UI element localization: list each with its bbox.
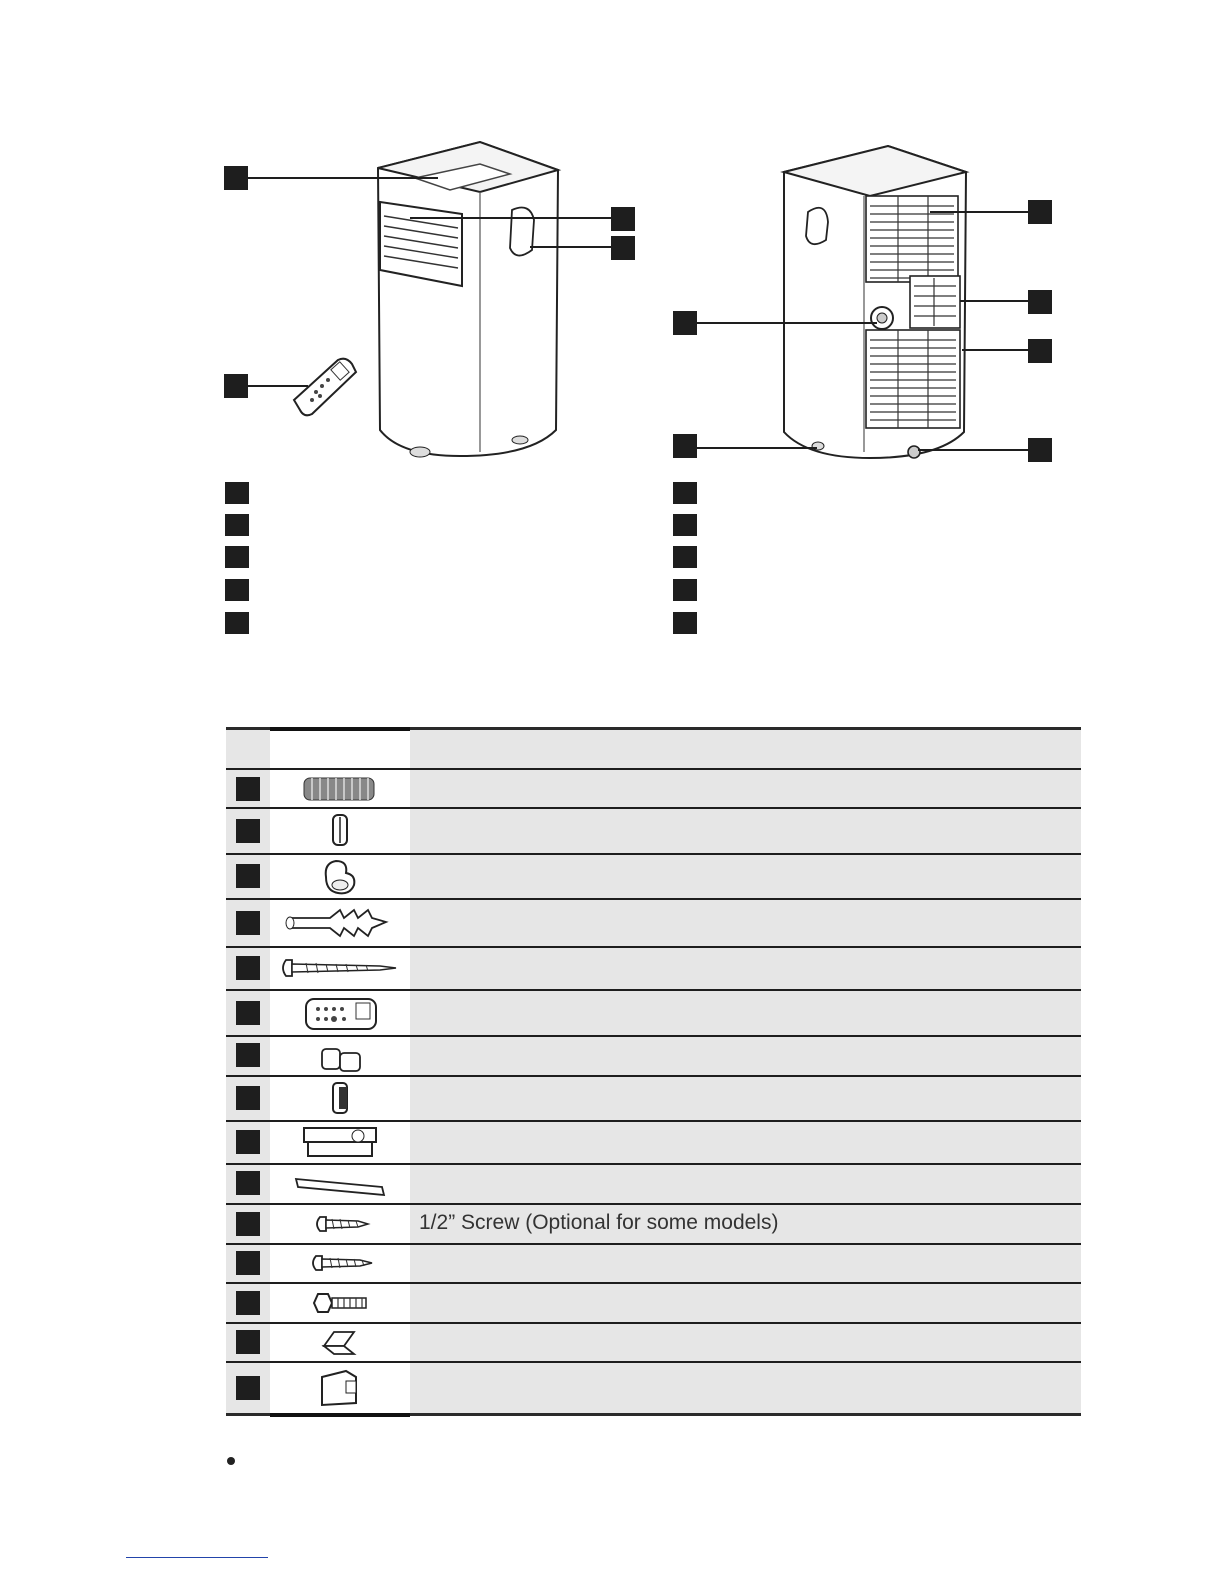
- window-adapter-icon: [270, 855, 410, 898]
- callout-leader: [410, 217, 611, 219]
- row-marker: [236, 956, 260, 980]
- callout-leader: [918, 449, 1028, 451]
- row-marker: [236, 1251, 260, 1275]
- legend-marker: [673, 482, 697, 504]
- long-screw-icon: [270, 948, 410, 989]
- callout-marker: [224, 374, 248, 398]
- callout-marker: [673, 311, 697, 335]
- row-marker: [236, 1212, 260, 1236]
- hose-adapter-icon: [270, 809, 410, 853]
- row-marker: [236, 1330, 260, 1354]
- legend-marker: [673, 579, 697, 601]
- foam-seal-icon: [270, 1165, 410, 1203]
- callout-marker: [1028, 339, 1052, 363]
- row-marker: [236, 1376, 260, 1400]
- row-marker: [236, 1130, 260, 1154]
- legend-marker: [225, 612, 249, 634]
- callout-leader: [930, 211, 1028, 213]
- row-marker: [236, 819, 260, 843]
- callout-marker: [673, 434, 697, 458]
- row-marker: [236, 1001, 260, 1025]
- legend-marker: [225, 514, 249, 536]
- row-marker: [236, 777, 260, 801]
- row-marker: [236, 1291, 260, 1315]
- remote-control-icon: [270, 991, 410, 1035]
- exhaust-hose-icon: [270, 770, 410, 807]
- icon-cell: [270, 1284, 410, 1322]
- footer-link-underline[interactable]: [126, 1557, 268, 1558]
- short-screw-icon: [270, 1205, 410, 1243]
- icon-cell: [270, 948, 410, 989]
- callout-marker: [224, 166, 248, 190]
- icon-cell: [270, 1165, 410, 1203]
- icon-cell: [270, 1205, 410, 1243]
- icon-cell: [270, 770, 410, 807]
- callout-leader: [960, 300, 1028, 302]
- icon-cell: [270, 1324, 410, 1361]
- row-marker: [236, 911, 260, 935]
- bracket-icon: [270, 1324, 410, 1361]
- callout-marker: [1028, 200, 1052, 224]
- batteries-icon: [270, 1037, 410, 1075]
- wall-anchor-icon: [270, 900, 410, 946]
- callout-marker: [611, 236, 635, 260]
- row-marker: [236, 1086, 260, 1110]
- row-text: 1/2” Screw (Optional for some models): [419, 1211, 779, 1234]
- callout-marker: [611, 207, 635, 231]
- callout-leader: [697, 447, 817, 449]
- icon-cell: [270, 1363, 410, 1413]
- callout-marker: [1028, 290, 1052, 314]
- callout-leader: [962, 349, 1028, 351]
- header-icon-cell: [270, 731, 410, 768]
- icon-cell: [270, 809, 410, 853]
- legend-marker: [673, 514, 697, 536]
- icon-cell: [270, 1245, 410, 1282]
- legend-marker: [225, 579, 249, 601]
- legend-marker: [225, 482, 249, 504]
- clip-icon: [270, 1363, 410, 1413]
- callout-leader: [530, 246, 611, 248]
- icon-cell: [270, 900, 410, 946]
- icon-cell: [270, 855, 410, 898]
- legend-marker: [225, 546, 249, 568]
- callout-leader: [248, 177, 438, 179]
- callout-leader: [248, 385, 308, 387]
- icon-cell: [270, 1122, 410, 1163]
- callout-leader: [697, 322, 877, 324]
- row-marker: [236, 1043, 260, 1067]
- row-marker: [236, 864, 260, 888]
- window-slider-icon: [270, 1122, 410, 1163]
- icon-cell: [270, 1037, 410, 1075]
- callout-marker: [1028, 438, 1052, 462]
- note-bullet: [227, 1457, 235, 1465]
- icon-cell: [270, 1077, 410, 1120]
- legend-marker: [673, 546, 697, 568]
- row-marker: [236, 1171, 260, 1195]
- bolt-icon: [270, 1284, 410, 1322]
- connector-icon: [270, 1077, 410, 1120]
- rear-unit-illustration: [778, 132, 978, 466]
- screw-icon: [270, 1245, 410, 1282]
- table-bottom-accent: [270, 1413, 410, 1417]
- legend-marker: [673, 612, 697, 634]
- icon-cell: [270, 991, 410, 1035]
- remote-control-illustration: [290, 352, 360, 422]
